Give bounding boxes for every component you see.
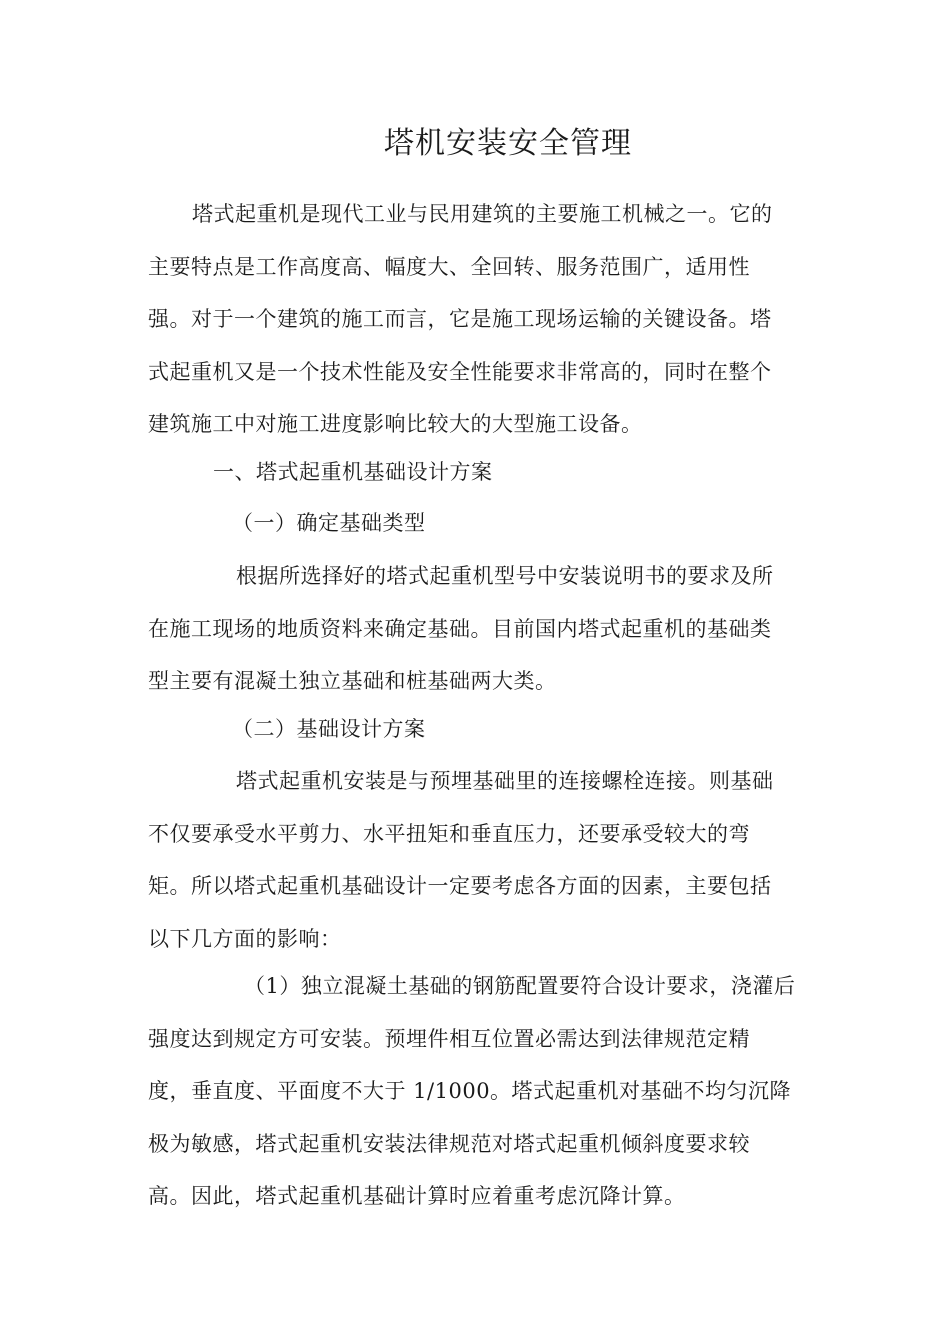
subsection-heading: （二）基础设计方案 — [232, 717, 426, 741]
paragraph-line: 主要特点是工作高度高、幅度大、全回转、服务范围广，适用性 — [148, 254, 750, 279]
paragraph-line: 强度达到规定方可安装。预埋件相互位置必需达到法律规范定精 — [148, 1026, 750, 1051]
subsection-heading: （一）确定基础类型 — [232, 511, 426, 535]
paragraph-line: 强。对于一个建筑的施工而言，它是施工现场运输的关键设备。塔 — [148, 307, 772, 331]
section-heading: 一、塔式起重机基础设计方案 — [213, 460, 493, 484]
paragraph-line: 建筑施工中对施工进度影响比较大的大型施工设备。 — [148, 412, 643, 436]
paragraph-line: 高。因此，塔式起重机基础计算时应着重考虑沉降计算。 — [148, 1184, 686, 1208]
paragraph-line: 塔式起重机是现代工业与民用建筑的主要施工机械之一。它的 — [192, 202, 773, 226]
list-item-paragraph — [148, 960, 808, 1223]
paragraph-line: 根据所选择好的塔式起重机型号中安装说明书的要求及所 — [236, 564, 774, 588]
paragraph-line: （1）独立混凝土基础的钢筋配置要符合设计要求，浇灌后 — [244, 974, 796, 998]
paragraph-line: 极为敏感，塔式起重机安装法律规范对塔式起重机倾斜度要求较 — [148, 1131, 750, 1156]
paragraph-line: 式起重机又是一个技术性能及安全性能要求非常高的，同时在整个 — [148, 359, 772, 384]
paragraph-line: 以下几方面的影响： — [148, 926, 342, 951]
paragraph-line: 不仅要承受水平剪力、水平扭矩和垂直压力，还要承受较大的弯 — [148, 821, 750, 846]
paragraph-line: 型主要有混凝土独立基础和桩基础两大类。 — [148, 669, 557, 693]
paragraph-line: 矩。所以塔式起重机基础设计一定要考虑各方面的因素，主要包括 — [148, 874, 772, 898]
paragraph-line: 塔式起重机安装是与预埋基础里的连接螺栓连接。则基础 — [236, 769, 774, 793]
subsection-paragraph — [148, 550, 808, 708]
document-title: 塔机安装安全管理 — [384, 126, 632, 161]
paragraph-line: 在施工现场的地质资料来确定基础。目前国内塔式起重机的基础类 — [148, 616, 772, 641]
intro-paragraph — [148, 188, 808, 451]
paragraph-line: 度，垂直度、平面度不大于 1/1000。塔式起重机对基础不均匀沉降 — [148, 1079, 792, 1103]
subsection-paragraph — [148, 755, 808, 965]
